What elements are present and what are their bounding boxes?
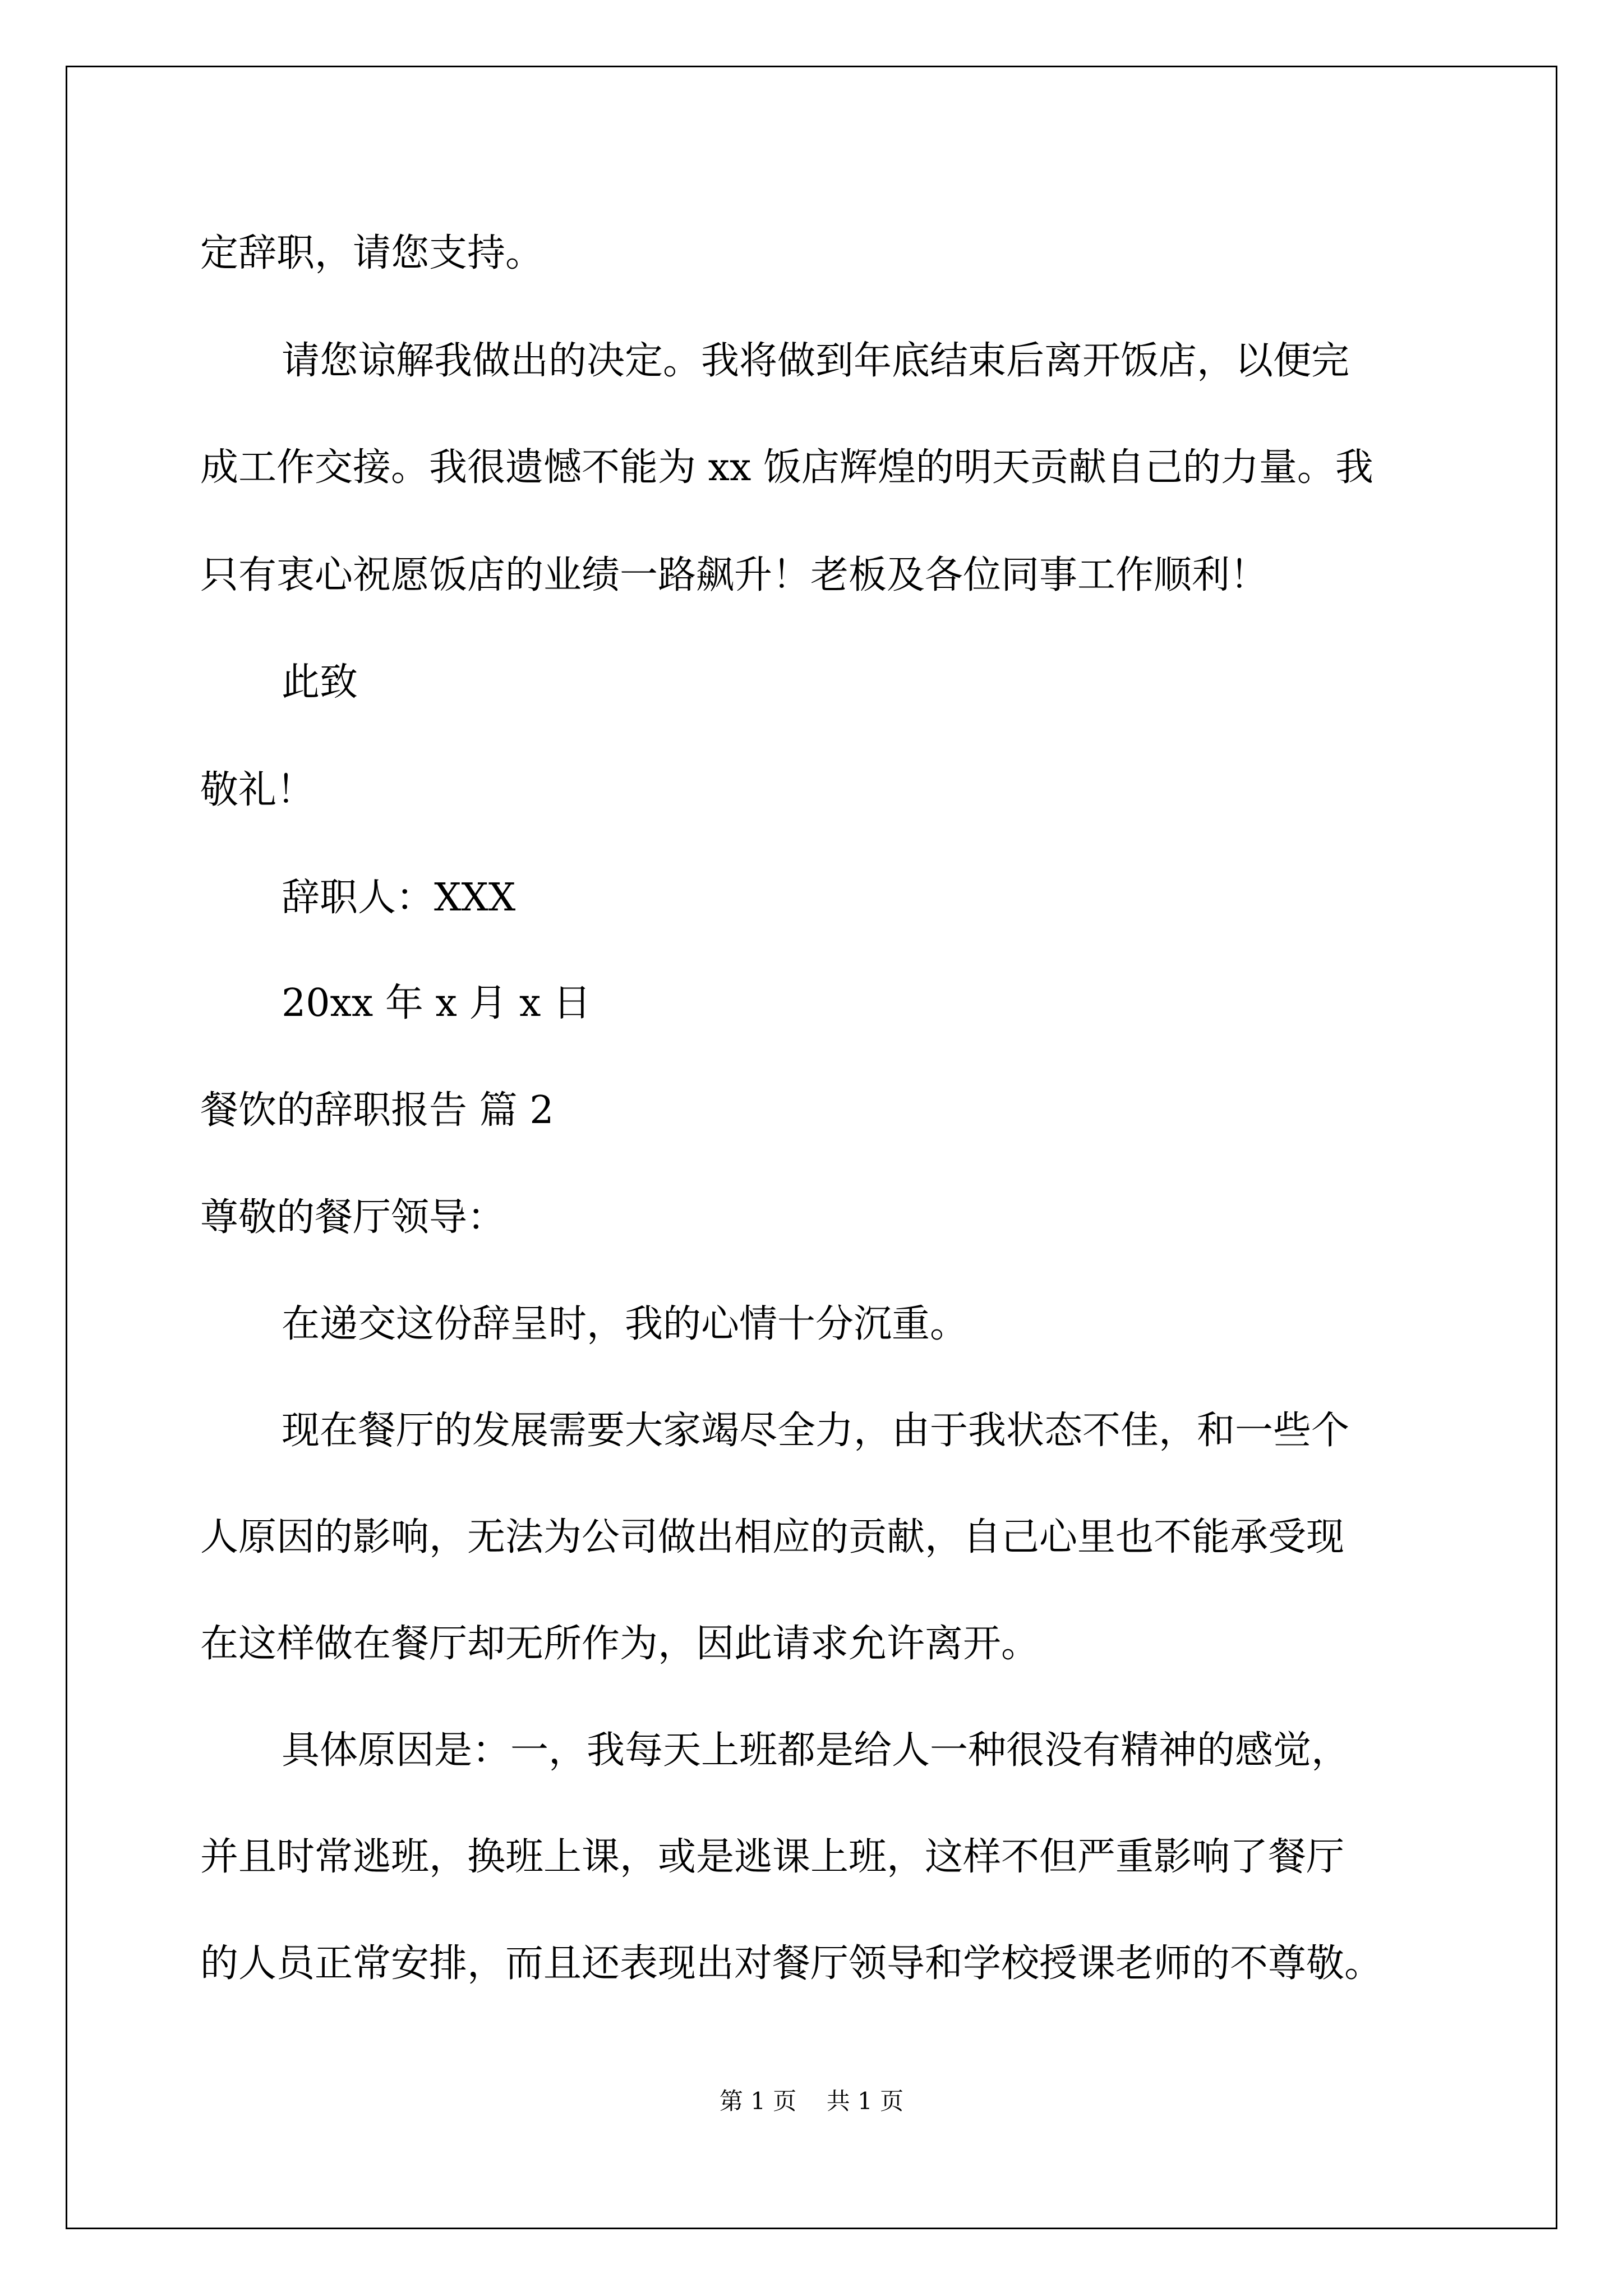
text-line: 现在餐厅的发展需要大家竭尽全力，由于我状态不佳，和一些个 [282,1409,1350,1453]
page-number-footer: 第 1 页 共 1 页 [719,2087,904,2115]
text-line: 成工作交接。我很遗憾不能为 xx 饭店辉煌的明天贡献自己的力量。我 [200,445,1373,490]
text-line: 在这样做在餐厅却无所作为，因此请求允许离开。 [200,1622,1040,1666]
text-line: 在递交这份辞呈时，我的心情十分沉重。 [282,1302,969,1346]
text-line: 此致 [282,660,358,705]
text-line: 敬礼！ [200,768,315,812]
text-line: 辞职人：XXX [282,876,516,920]
salutation: 尊敬的餐厅领导： [200,1195,506,1240]
text-line: 的人员正常安排，而且还表现出对餐厅领导和学校授课老师的不尊敬。 [200,1941,1383,1986]
section-heading: 餐饮的辞职报告 篇 2 [200,1088,554,1133]
text-line: 只有衷心祝愿饭店的业绩一路飙升！老板及各位同事工作顺利！ [200,553,1269,597]
text-line: 具体原因是：一，我每天上班都是给人一种很没有精神的感觉， [282,1728,1350,1773]
page-border [66,66,1557,2229]
text-line: 20xx 年 x 月 x 日 [282,981,592,1025]
text-line: 并且时常逃班，换班上课，或是逃课上班，这样不但严重影响了餐厅 [200,1835,1345,1879]
text-line: 定辞职，请您支持。 [200,231,544,275]
text-line: 人原因的影响，无法为公司做出相应的贡献，自己心里也不能承受现 [200,1515,1345,1559]
text-line: 请您谅解我做出的决定。我将做到年底结束后离开饭店，以便完 [282,339,1350,383]
